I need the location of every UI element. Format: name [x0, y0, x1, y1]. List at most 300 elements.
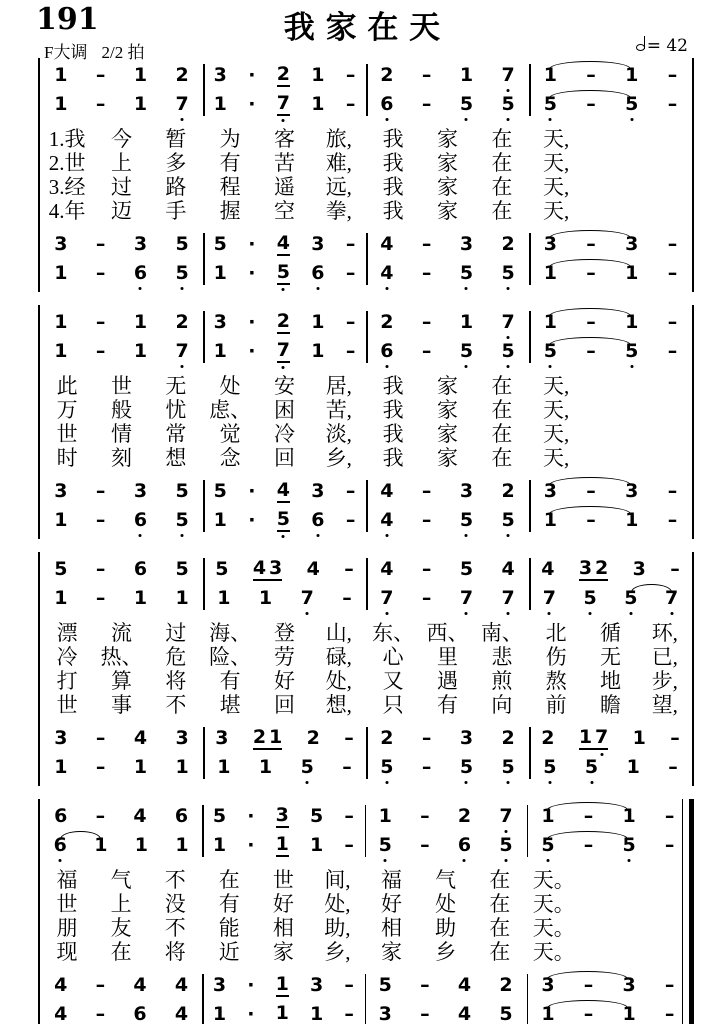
note-char: 5 [460, 264, 473, 283]
measure [40, 555, 203, 584]
note-char: 1 [175, 756, 189, 778]
lyric-syllable: 我 [382, 446, 404, 470]
note-token [134, 729, 147, 748]
lyric-syllable: 危 [165, 645, 187, 669]
note-token [420, 1005, 430, 1024]
measure [203, 230, 366, 259]
note-token [380, 342, 393, 361]
lyric-syllable: 天。 [532, 892, 575, 916]
note-char: – [95, 480, 106, 502]
measure [366, 584, 529, 613]
system [38, 58, 694, 292]
lyric-syllable: 4.年 [48, 199, 86, 223]
measure [527, 831, 689, 860]
measure [203, 90, 366, 119]
lyric-measure [529, 689, 692, 719]
note-char: – [664, 1003, 675, 1024]
note-char: 2 [306, 727, 320, 749]
lyric-syllable: 觉 [219, 422, 241, 446]
lyric-syllable: 福 [381, 868, 403, 892]
note-token [668, 342, 678, 361]
note-token [54, 729, 67, 748]
note-char: 1 [213, 93, 227, 115]
note-token [499, 976, 512, 995]
note-char: · [248, 509, 256, 531]
note-token [276, 260, 290, 285]
octave-dot [385, 118, 388, 121]
lyric-syllable: 虑、 [209, 398, 252, 422]
note-token [247, 836, 254, 855]
lyric-syllable: 手 [165, 199, 187, 223]
note-char: 1 [622, 805, 636, 827]
slur [549, 61, 631, 69]
note-char: 1 [54, 311, 68, 333]
note-token [134, 589, 147, 608]
lyric-syllable: 苦 [273, 151, 295, 175]
note-char: 1 [622, 1003, 636, 1024]
lyric-row [40, 692, 692, 716]
note-token [175, 1005, 188, 1024]
lyric-syllable: 天, [543, 151, 570, 175]
barline [529, 233, 531, 285]
barline [366, 480, 368, 532]
note-token [275, 1001, 289, 1024]
lyric-syllable: 间, [324, 868, 351, 892]
octave-dot [628, 859, 631, 862]
note-char: 5 [380, 758, 393, 777]
note-char: 5 [499, 836, 512, 855]
note-char: 5 [213, 233, 227, 255]
note-token [176, 313, 189, 332]
note-token [307, 560, 320, 579]
note-token [380, 482, 393, 501]
note-char: 2 [501, 727, 515, 749]
note-char: 5 [585, 758, 598, 777]
lyric-measure [529, 195, 692, 225]
note-char: 1 [133, 93, 148, 115]
lyric-syllable: 气 [110, 868, 132, 892]
note-token [134, 342, 147, 361]
lyric-measure [203, 689, 366, 719]
note-token [311, 95, 324, 114]
lyric-syllable: 今 [110, 127, 132, 151]
measure [529, 259, 692, 288]
note-char: 1 [543, 311, 557, 333]
note-token [380, 589, 393, 608]
note-token [499, 807, 512, 826]
note-char: 6 [380, 95, 393, 114]
lyric-syllable: 煎 [491, 669, 513, 693]
lyric-syllable: 相 [381, 916, 403, 940]
note-token [502, 560, 515, 579]
note-char: 7 [176, 342, 189, 361]
lyric-syllable: 现 [56, 940, 78, 964]
note-char: – [95, 587, 106, 609]
barline [366, 311, 368, 363]
lyric-measure [529, 442, 692, 472]
lyric-syllable: 有 [219, 669, 241, 693]
note-token [578, 556, 609, 581]
lyric-syllable: 在 [491, 398, 513, 422]
note-char: 1 [133, 311, 148, 333]
lyric-syllable: 上 [110, 151, 132, 175]
octave-dot [548, 612, 551, 615]
note-token [175, 807, 188, 826]
note-token [310, 976, 323, 995]
lyric-syllable: 好 [272, 892, 294, 916]
note-char: – [95, 756, 106, 778]
note-token [176, 560, 189, 579]
note-token [458, 1005, 471, 1024]
lyric-syllable: 遥 [273, 175, 295, 199]
note-token [276, 507, 290, 532]
note-token [346, 66, 356, 85]
note-token [346, 482, 356, 501]
note-token [276, 231, 290, 256]
lyric-syllable: 乡, [325, 446, 352, 470]
lyric-syllable: 将 [165, 669, 187, 693]
note-token [310, 836, 323, 855]
lyric-syllable: 打 [56, 669, 78, 693]
note-token [420, 836, 430, 855]
lyric-syllable: 里 [436, 645, 458, 669]
octave-dot [282, 366, 285, 369]
hymn-number: 191 [36, 2, 99, 37]
note-char: 3 [309, 974, 324, 996]
note-char: – [664, 974, 675, 996]
note-token [133, 976, 146, 995]
time-signature: 2/2 拍 [101, 43, 145, 62]
measure [203, 506, 366, 535]
key-signature: F大调 [44, 43, 88, 62]
lyric-syllable: 我 [382, 199, 404, 223]
lyric-syllable: 2.世 [48, 151, 86, 175]
barline [527, 974, 529, 1024]
barline [527, 805, 529, 857]
note-char: 1 [459, 64, 474, 86]
note-token [668, 482, 678, 501]
note-token [344, 807, 354, 826]
measure [203, 259, 366, 288]
score [38, 58, 694, 1024]
note-token [176, 511, 189, 530]
note-char: · [247, 974, 255, 996]
slur [547, 831, 628, 839]
note-char: 3 [212, 974, 227, 996]
lyric-syllable: 世 [56, 892, 78, 916]
note-token [176, 758, 189, 777]
note-token [380, 66, 393, 85]
octave-dot [507, 365, 510, 368]
note-char: 3 [269, 556, 283, 579]
note-token [54, 66, 67, 85]
note-token [248, 235, 255, 254]
note-char: 5 [622, 836, 635, 855]
lyric-syllable: 朋 [56, 916, 78, 940]
measure [202, 1000, 364, 1024]
lyric-syllable: 步, [651, 669, 678, 693]
note-char: 1 [632, 727, 646, 749]
note-char: – [586, 233, 596, 255]
note-token [275, 972, 289, 997]
note-char: – [342, 587, 352, 609]
note-char: – [420, 834, 430, 856]
lyric-syllable: 能 [218, 916, 240, 940]
note-token [311, 482, 324, 501]
note-token [633, 729, 646, 748]
lyric-row [40, 198, 692, 222]
lyric-syllable: 友 [110, 916, 132, 940]
lyric-syllable: 西、 [426, 621, 469, 645]
note-token [175, 836, 188, 855]
note-token [344, 560, 354, 579]
note-token [54, 976, 67, 995]
lyric-syllable: 遇 [436, 669, 458, 693]
note-char: – [583, 834, 594, 856]
lyric-syllable: 热、 [100, 645, 143, 669]
note-token [96, 758, 106, 777]
lyric-syllable: 过 [110, 175, 132, 199]
lyric-syllable: 路 [165, 175, 187, 199]
note-token [248, 95, 255, 114]
note-token [422, 589, 432, 608]
lyric-syllable: 客 [273, 127, 295, 151]
octave-dot [504, 859, 507, 862]
note-char: 5 [213, 480, 227, 502]
slur [549, 259, 631, 267]
note-char: 1 [213, 509, 227, 531]
lyric-syllable: 乡 [435, 940, 457, 964]
lyric-syllable: 冷 [273, 422, 295, 446]
octave-dot [385, 612, 388, 615]
measure [203, 308, 366, 337]
lyric-syllable: 天, [543, 422, 570, 446]
lyric-syllable: 好 [273, 669, 295, 693]
measure [40, 90, 203, 119]
note-char: – [342, 756, 352, 778]
note-char: 1 [578, 725, 593, 748]
note-char: – [95, 311, 106, 333]
note-char: 7 [176, 95, 189, 114]
note-char: 3 [54, 233, 68, 255]
octave-dot [630, 118, 633, 121]
note-char: 2 [175, 64, 189, 86]
note-char: 5 [460, 511, 473, 530]
slur [549, 477, 631, 485]
note-token [214, 235, 227, 254]
note-char: 3 [632, 558, 646, 580]
note-char: 1 [133, 64, 148, 86]
octave-dot [507, 612, 510, 615]
note-char: – [667, 311, 678, 333]
note-char: 2 [252, 725, 267, 748]
note-char: – [345, 233, 356, 255]
measure [366, 259, 529, 288]
note-token [96, 313, 106, 332]
note-token [176, 264, 189, 283]
note-token [460, 235, 473, 254]
octave-dot [465, 118, 468, 121]
note-char: 5 [460, 342, 473, 361]
note-token [134, 482, 147, 501]
lyric-syllable: 天, [543, 199, 570, 223]
note-char: 1 [625, 262, 639, 284]
note-token [311, 264, 324, 283]
note-char: – [586, 262, 596, 284]
note-token [460, 511, 473, 530]
note-token [670, 729, 680, 748]
note-char: 5 [502, 264, 515, 283]
note-token [248, 313, 255, 332]
lyric-syllable: 旅, [325, 127, 352, 151]
slur [549, 230, 631, 238]
note-token [422, 482, 432, 501]
note-char: – [95, 340, 106, 362]
barline [529, 311, 531, 363]
note-char: – [95, 233, 106, 255]
octave-dot [181, 118, 184, 121]
lyric-syllable: 不 [164, 916, 186, 940]
note-token [380, 264, 393, 283]
measure [203, 584, 366, 613]
measure [202, 802, 364, 831]
octave-dot [507, 287, 510, 290]
note-token [460, 342, 473, 361]
note-char: 1 [543, 64, 557, 86]
measure [529, 506, 692, 535]
lyric-syllable: 想 [165, 446, 187, 470]
note-token [670, 560, 680, 579]
note-token [54, 758, 67, 777]
note-token [342, 758, 352, 777]
note-char: 1 [541, 1003, 555, 1024]
note-char: – [421, 558, 432, 580]
note-char: 5 [176, 264, 189, 283]
note-char: – [95, 727, 106, 749]
note-token [668, 264, 678, 283]
note-token [543, 589, 556, 608]
note-char: – [344, 1003, 354, 1024]
note-token [460, 589, 473, 608]
lyric-measure [203, 442, 366, 472]
lyric-syllable: 环, [651, 621, 678, 645]
lyric-syllable: 不 [165, 693, 187, 717]
octave-dot [590, 781, 593, 784]
lyric-syllable: 世 [110, 374, 132, 398]
measure [529, 337, 692, 366]
lyric-row [40, 939, 689, 963]
lyric-syllable: 在 [489, 940, 511, 964]
barline [529, 64, 531, 116]
note-char: 5 [502, 342, 515, 361]
note-token [247, 807, 254, 826]
measure [366, 753, 529, 782]
lyric-syllable: 念 [219, 446, 241, 470]
note-token [134, 235, 147, 254]
notation-pair [40, 971, 689, 1024]
note-token [502, 264, 515, 283]
note-char: 5 [544, 342, 557, 361]
note-token [96, 807, 106, 826]
notation-pair [40, 802, 689, 860]
note-token [502, 313, 515, 332]
note-token [54, 807, 67, 826]
octave-dot [629, 612, 632, 615]
lyric-syllable: 握 [219, 199, 241, 223]
note-char: 1 [175, 587, 189, 609]
note-char: 5 [499, 1003, 513, 1024]
note-char: – [95, 805, 106, 827]
note-char: 3 [578, 556, 593, 579]
note-token [301, 589, 314, 608]
note-token [276, 338, 290, 363]
note-token [420, 807, 430, 826]
system [38, 799, 694, 1024]
lyric-syllable: 处 [435, 892, 457, 916]
lyric-syllable: 处, [325, 669, 352, 693]
note-char: 1 [625, 311, 639, 333]
octave-dot [306, 612, 309, 615]
octave-dot [465, 534, 468, 537]
measure [366, 308, 529, 337]
lyric-syllable: 处, [324, 892, 351, 916]
octave-dot [282, 288, 285, 291]
note-token [311, 511, 324, 530]
lyric-syllable: 助 [435, 916, 457, 940]
note-token [301, 758, 314, 777]
measure [40, 61, 203, 90]
barline [202, 974, 204, 1024]
note-char: 5 [175, 480, 189, 502]
note-char: 1 [459, 311, 474, 333]
barline [203, 64, 205, 116]
lyric-measure [203, 195, 366, 225]
lyric-syllable: 我 [382, 151, 404, 175]
barline [203, 558, 205, 610]
lyric-syllable: 登 [273, 621, 295, 645]
note-token [502, 482, 515, 501]
note-token [54, 264, 67, 283]
measure [529, 308, 692, 337]
note-char: 7 [665, 589, 678, 608]
lyrics-block [40, 373, 692, 469]
measure [529, 90, 692, 119]
note-token [460, 66, 473, 85]
measure [527, 802, 689, 831]
octave-dot [463, 859, 466, 862]
lyric-syllable: 天。 [532, 868, 575, 892]
note-char: – [344, 558, 354, 580]
note-char: – [345, 93, 356, 115]
note-token [344, 836, 354, 855]
barline [529, 558, 531, 610]
note-char: – [583, 974, 594, 996]
note-token [54, 1005, 67, 1024]
note-token [247, 1005, 254, 1024]
lyric-syllable: 情 [110, 422, 132, 446]
lyric-syllable: 无 [599, 645, 621, 669]
note-token [133, 1005, 146, 1024]
note-token [422, 511, 432, 530]
note-char: 5 [175, 233, 189, 255]
note-char: 5 [212, 805, 227, 827]
note-token [422, 729, 432, 748]
note-char: · [248, 311, 256, 333]
lyric-syllable: 将 [164, 940, 186, 964]
note-char: 3 [378, 1003, 392, 1024]
note-token [668, 66, 678, 85]
note-token [134, 264, 147, 283]
